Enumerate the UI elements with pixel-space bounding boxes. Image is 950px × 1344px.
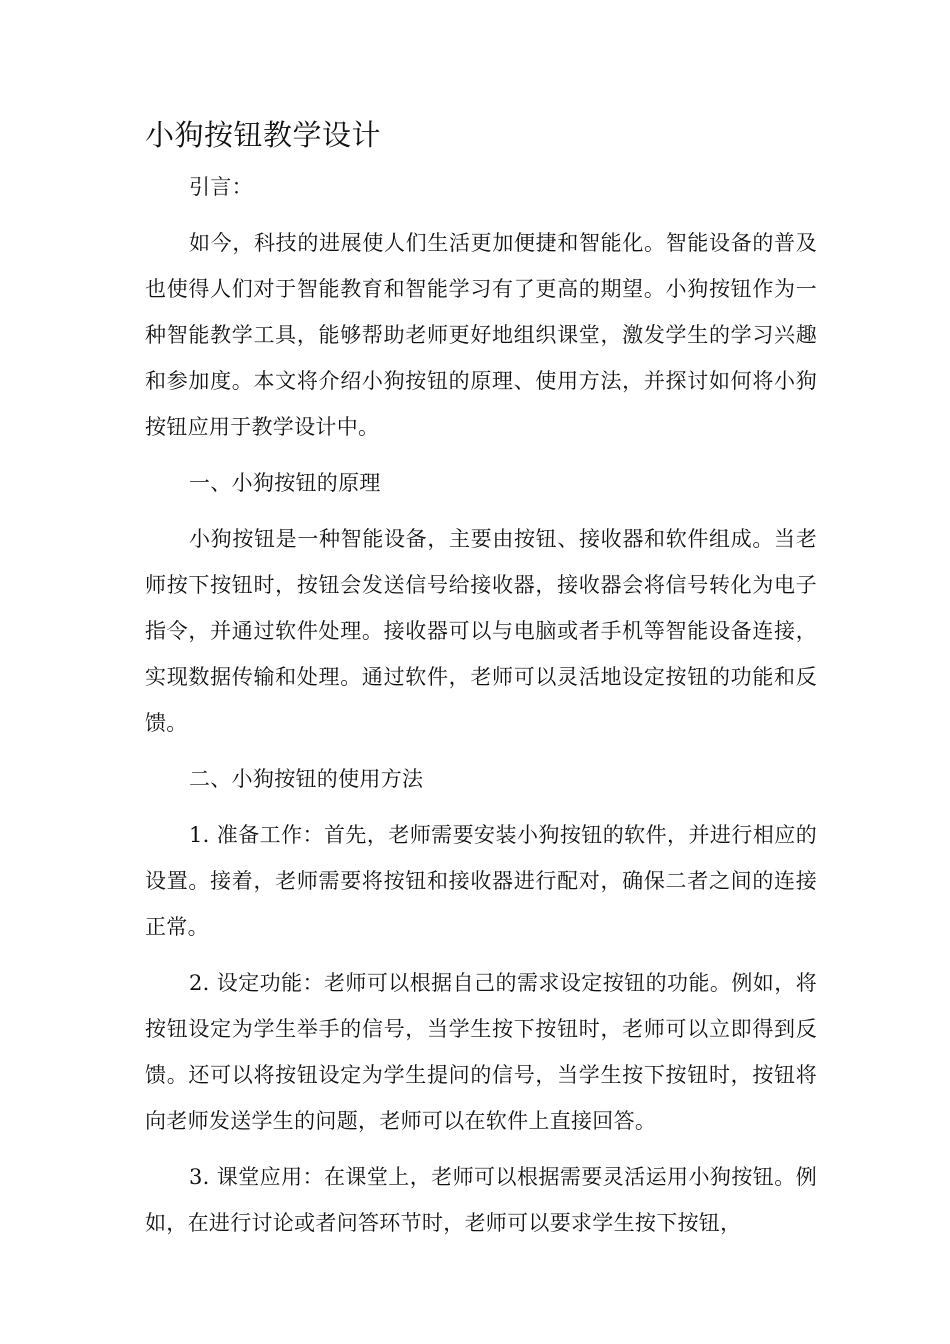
document-body bbox=[145, 164, 817, 1246]
section1-paragraph: 小狗按钮是一种智能设备，主要由按钮、接收器和软件组成。当老师按下按钮时，按钮会发送信号给接收器，接收器会将信号转化为电子指令，并通过软件处理。接收器可以与电脑或者手机等智能设备连接，实现数据传输和处理。通过软件，老师可以灵活地设定按钮的功能和反馈。 bbox=[145, 527, 817, 735]
intro-label: 引言： bbox=[189, 175, 253, 199]
section2-heading: 二、小狗按钮的使用方法 bbox=[189, 767, 424, 791]
document-title: 小狗按钮教学设计 bbox=[145, 118, 382, 152]
step2-paragraph: 2. 设定功能：老师可以根据自己的需求设定按钮的功能。例如，将按钮设定为学生举手的信号，当学生按下按钮时，老师可以立即得到反馈。还可以将按钮设定为学生提问的信号，当学生按下按钮时，按钮将向老师发送学生的问题，老师可以在软件上直接回答。 bbox=[145, 971, 817, 1133]
section1-heading: 一、小狗按钮的原理 bbox=[189, 471, 381, 495]
step1-paragraph: 1. 准备工作：首先，老师需要安装小狗按钮的软件，并进行相应的设置。接着，老师需要将按钮和接收器进行配对，确保二者之间的连接正常。 bbox=[145, 823, 817, 939]
step3-paragraph: 3. 课堂应用：在课堂上，老师可以根据需要灵活运用小狗按钮。例如，在进行讨论或者问答环节时，老师可以要求学生按下按钮， bbox=[145, 1165, 817, 1235]
intro-paragraph: 如今，科技的进展使人们生活更加便捷和智能化。智能设备的普及也使得人们对于智能教育和智能学习有了更高的期望。小狗按钮作为一种智能教学工具，能够帮助老师更好地组织课堂，激发学生的学习兴趣和参加度。本文将介绍小狗按钮的原理、使用方法，并探讨如何将小狗按钮应用于教学设计中。 bbox=[145, 231, 817, 439]
